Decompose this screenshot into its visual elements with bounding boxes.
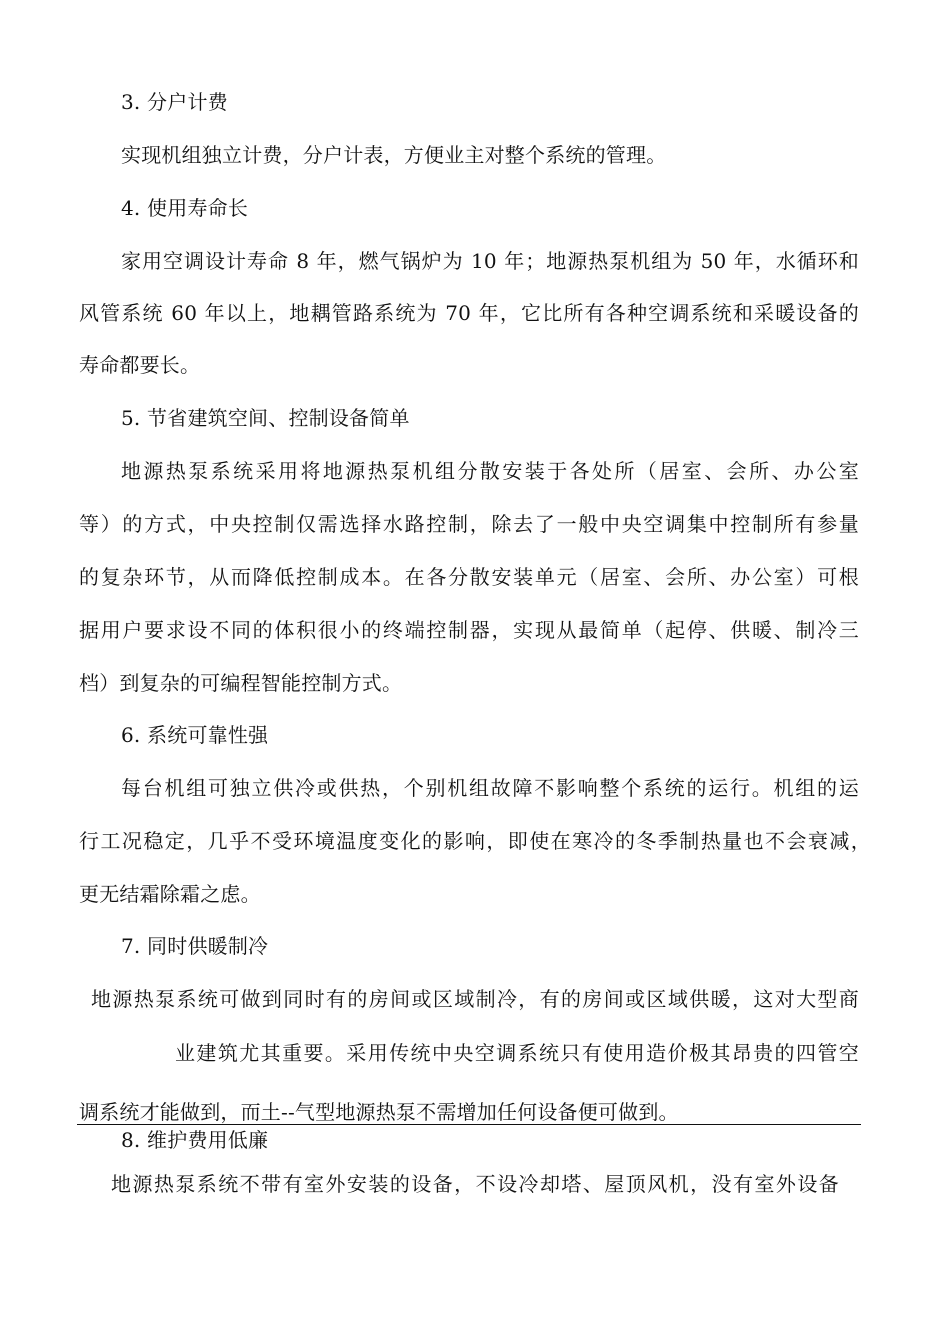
section-6-paragraph-line: 每台机组可独立供冷或供热，个别机组故障不影响整个系统的运行。机组的运	[121, 776, 859, 800]
section-4-paragraph-line: 家用空调设计寿命 8 年，燃气锅炉为 10 年；地源热泵机组为 50 年，水循环和	[121, 249, 859, 273]
underline-rule	[77, 1124, 861, 1125]
section-4-paragraph-line: 风管系统 60 年以上，地耦管路系统为 70 年，它比所有各种空调系统和采暖设备的	[79, 301, 859, 325]
section-5-paragraph-line: 等）的方式，中央控制仅需选择水路控制，除去了一般中央空调集中控制所有参量	[79, 512, 859, 536]
section-7-heading: 7. 同时供暖制冷	[121, 934, 269, 958]
section-8-heading: 8. 维护费用低廉	[121, 1128, 269, 1152]
section-4-paragraph-line: 寿命都要长。	[79, 353, 201, 377]
section-3-paragraph: 实现机组独立计费，分户计表，方便业主对整个系统的管理。	[121, 143, 667, 167]
section-7-paragraph-line: 地源热泵系统可做到同时有的房间或区域制冷，有的房间或区域供暖，这对大型商	[91, 987, 859, 1011]
section-5-paragraph-line: 据用户要求设不同的体积很小的终端控制器，实现从最简单（起停、供暖、制冷三	[79, 618, 859, 642]
section-5-heading: 5. 节省建筑空间、控制设备简单	[121, 406, 410, 430]
section-6-heading: 6. 系统可靠性强	[121, 723, 269, 747]
section-5-paragraph-line: 地源热泵系统采用将地源热泵机组分散安装于各处所（居室、会所、办公室	[121, 459, 859, 483]
section-6-paragraph-line: 行工况稳定，几乎不受环境温度变化的影响，即使在寒冷的冬季制热量也不会衰减，	[79, 829, 871, 853]
section-3-heading: 3. 分户计费	[121, 90, 228, 114]
section-5-paragraph-line: 档）到复杂的可编程智能控制方式。	[79, 671, 403, 695]
section-5-paragraph-line: 的复杂环节，从而降低控制成本。在各分散安装单元（居室、会所、办公室）可根	[79, 565, 859, 589]
section-4-heading: 4. 使用寿命长	[121, 196, 249, 220]
section-6-paragraph-line: 更无结霜除霜之虑。	[79, 882, 261, 906]
section-8-paragraph-line: 地源热泵系统不带有室外安装的设备，不设冷却塔、屋顶风机，没有室外设备	[111, 1172, 839, 1196]
section-7-paragraph-line: 业建筑尤其重要。采用传统中央空调系统只有使用造价极其昂贵的四管空	[175, 1041, 859, 1065]
section-7-paragraph-line: 调系统才能做到，而土--气型地源热泵不需增加任何设备便可做到。	[79, 1100, 679, 1124]
